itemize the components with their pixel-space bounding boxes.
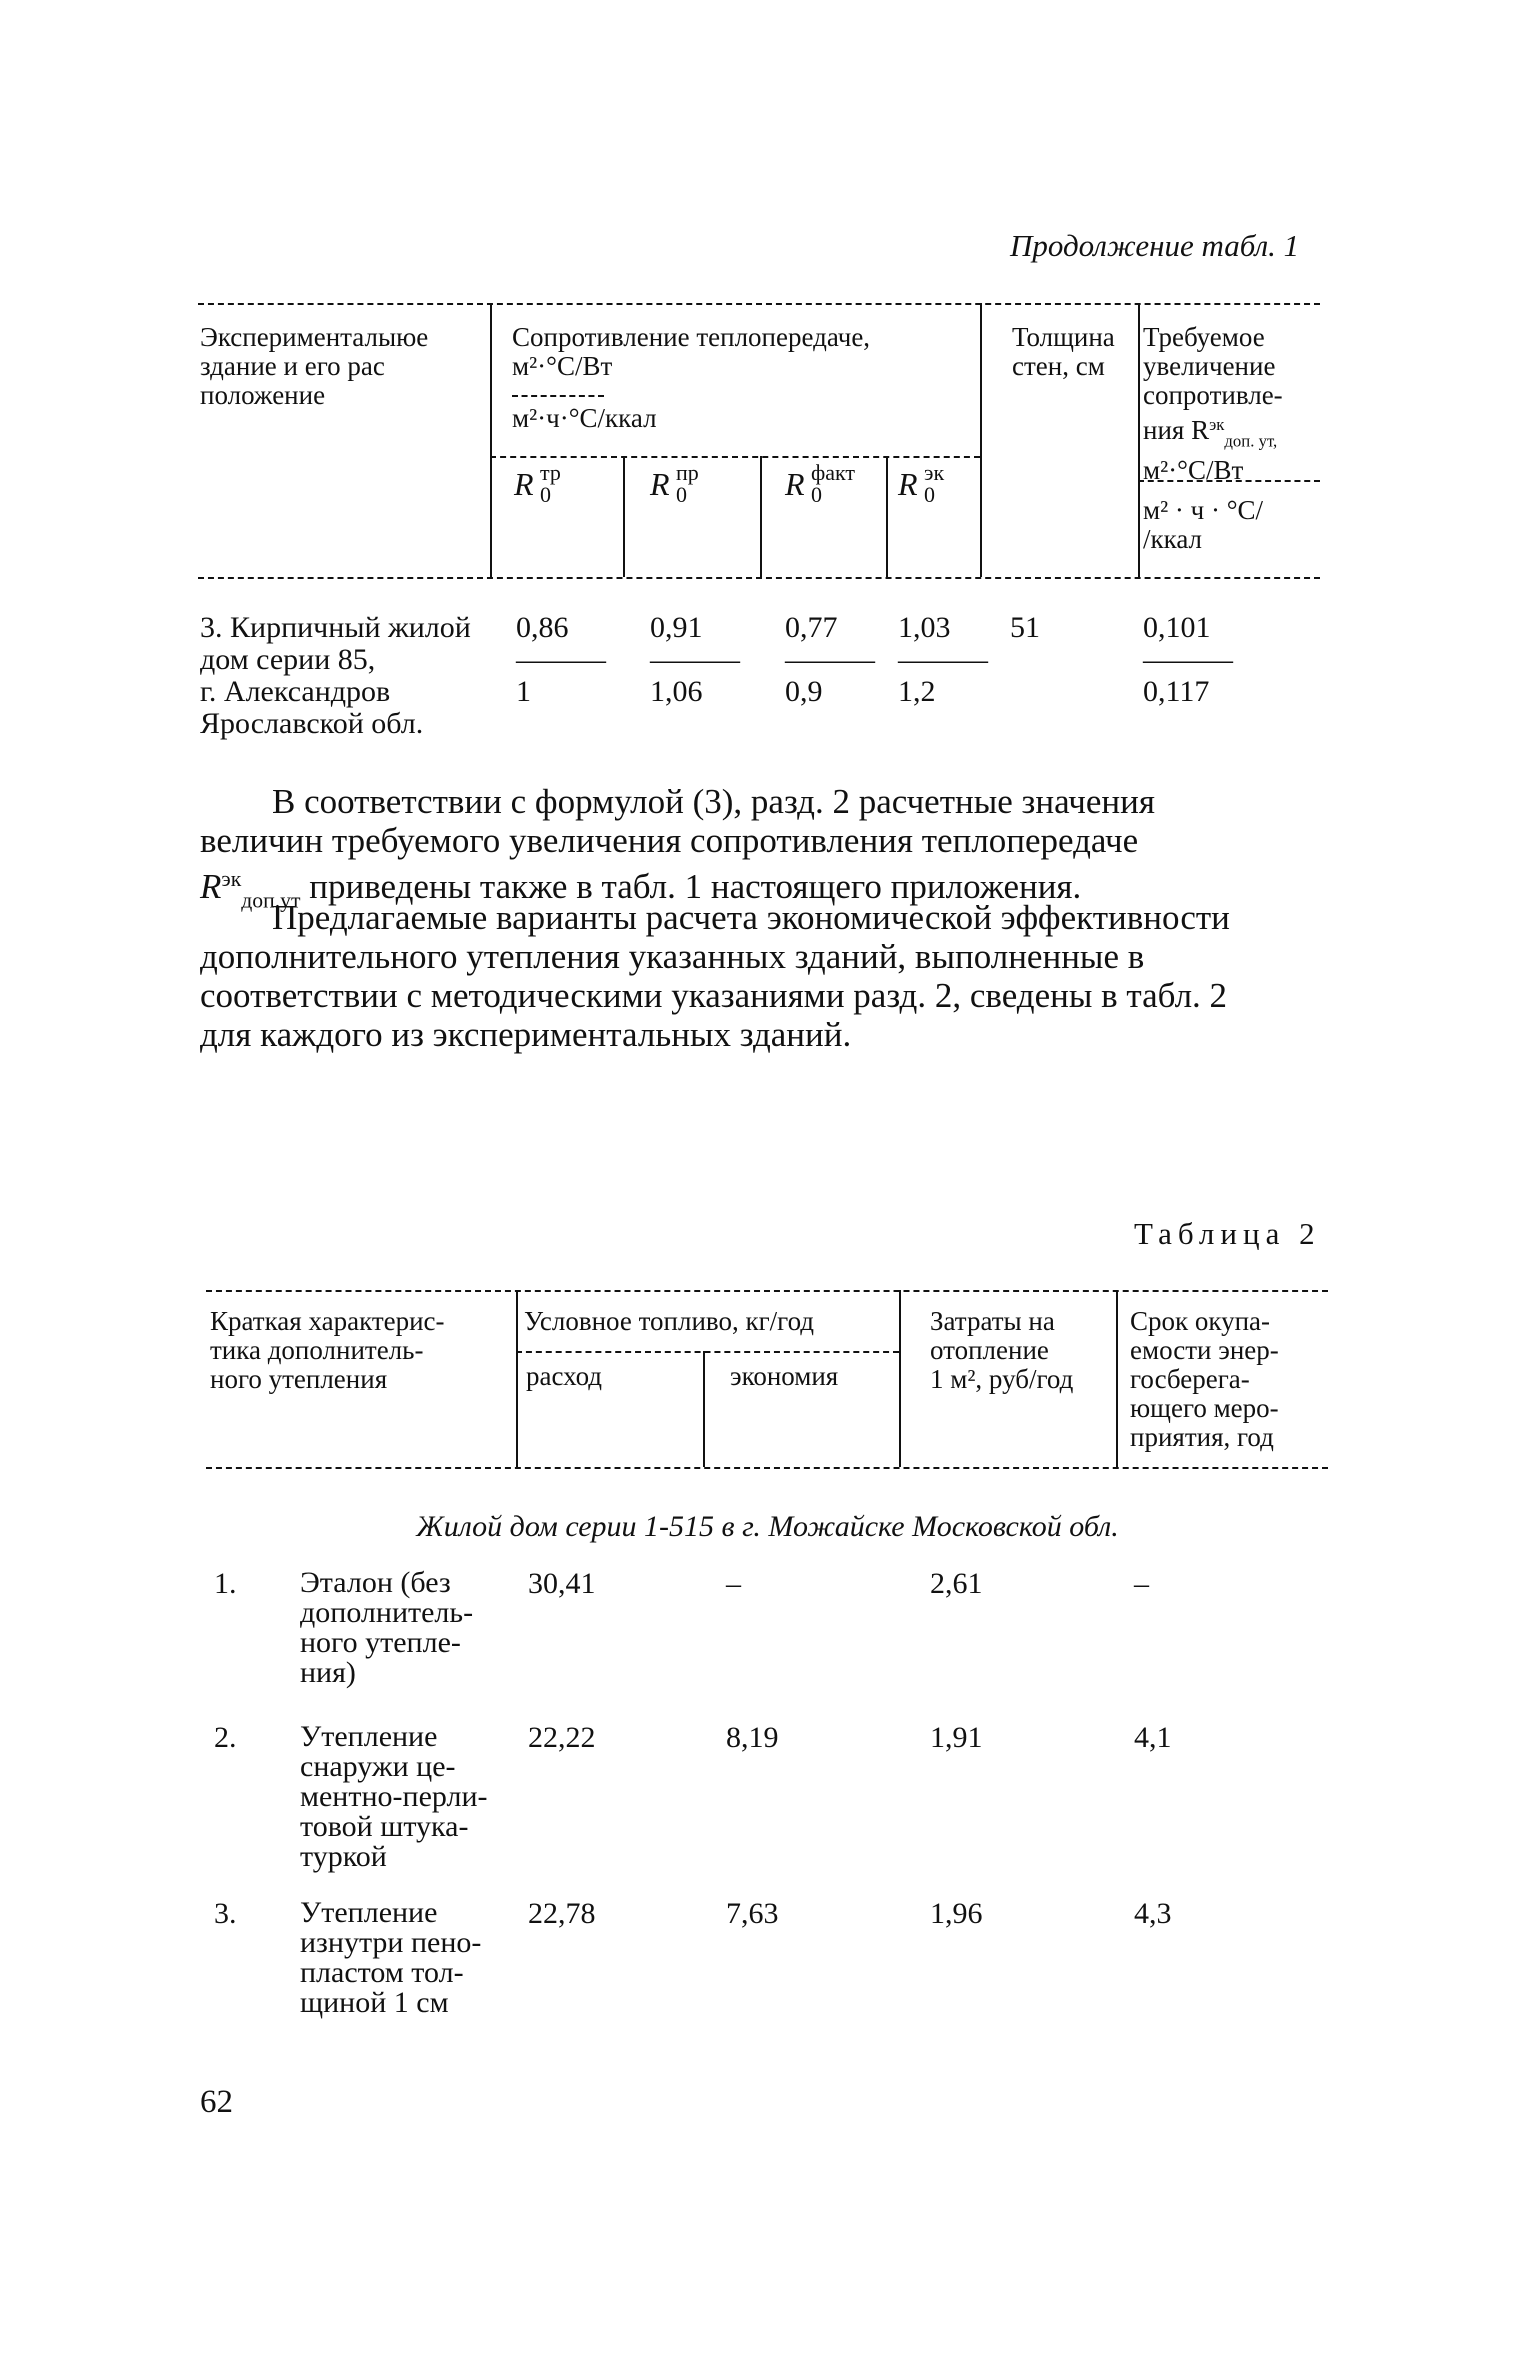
table2-section-title: Жилой дом серии 1-515 в г. Можайске Московской обл. [416,1510,1119,1543]
table1-row-description: 3. Кирпичный жилой дом серии 85, г. Александров Ярославской обл. [200,611,471,740]
table1-thickness: 51 [1010,611,1040,644]
table1-header-building: Эксперименталыюе здание и его рас положение [200,322,429,410]
table1-vrule [760,456,762,577]
table2-cost: 2,61 [930,1567,983,1600]
table2-economy: 7,63 [726,1897,779,1930]
table2-header-fuel: Условное топливо, кг/год [524,1306,815,1336]
table2-vrule [516,1290,518,1467]
paragraph-2: Предлагаемые варианты расчета экономической эффективности дополнительного утепления указанных зданий, выполненные в соответствии с методическими указаниями разд. 2, сведены в табл. 2 для каждого из экспериментальных зданий. [200,898,1230,1054]
table2-consumption: 22,22 [528,1721,596,1754]
r-reduced: R пр 0 [650,460,699,507]
table1-header-unit-old: м²·ч·°С/ккал [512,403,657,433]
table1-vrule [1138,303,1140,577]
r-actual: R факт 0 [785,460,856,507]
table1-header-required-unit-old: м² · ч · °С/ /ккал [1143,495,1264,554]
paragraph-1: В соответствии с формулой (3), разд. 2 расчетные значения величин требуемого увеличения сопротивления теплопередаче $R^{эк}_{доп.ут}$ приведены также в табл. 1 настоящего приложения. [200,782,1155,913]
table2-row-number: 2. [214,1721,237,1754]
table1-rfakt: 0,77 ——— 0,9 [785,611,875,708]
table1-header-thickness: Толщина стен, см [1012,322,1115,381]
table2-header-cost: Затраты на отопление 1 м², руб/год [930,1306,1074,1394]
table1-caption: Продолжение табл. 1 [1010,228,1300,263]
table1-header-required: Требуемое увеличение сопротивле- ния $R^{эк}_{доп. ут,}$ м²·°С/Вт [1143,322,1283,485]
table2-payback: – [1134,1567,1149,1600]
table1-rek: 1,03 ——— 1,2 [898,611,988,708]
table2-row-description: Утепление снаружи це- ментно-перли- товой штука- туркой [300,1720,488,1873]
table2-consumption: 30,41 [528,1567,596,1600]
table2-row-number: 1. [214,1567,237,1600]
table1-top-rule [198,303,1320,305]
table2-economy: – [726,1567,741,1600]
table2-header-economy: экономия [730,1361,839,1391]
table2-fuel-rule [516,1351,899,1353]
table1-required-value: 0,101 ——— 0,117 [1143,611,1233,708]
table2-economy: 8,19 [726,1721,779,1754]
table2-row-description: Утепление изнутри пено- пластом тол- щиной 1 см [300,1896,482,2019]
table1-vrule [886,456,888,577]
table2-vrule [1116,1290,1118,1467]
table1-header-resistance: Сопротивление теплопередаче, м²·°С/Вт [512,322,871,381]
r-required: R тр 0 [514,460,561,507]
table2-vrule [899,1290,901,1467]
unit-fraction-bar [512,395,604,397]
table2-header-bottom-rule [206,1467,1328,1469]
table2-row-number: 3. [214,1897,237,1930]
table2-vrule [703,1351,705,1467]
table2-row-description: Эталон (без дополнитель- ного утепле- ния) [300,1566,474,1689]
table1-vrule [980,303,982,577]
r-economic: R эк 0 [898,460,945,507]
table2-header-consumption: расход [526,1361,603,1391]
table1-rpr: 0,91 ——— 1,06 [650,611,740,708]
table2-caption: Таблица 2 [1134,1216,1321,1251]
table2-header-payback: Срок окупа- емости энер- госберега- ющего меро- приятия, год [1130,1306,1279,1452]
table2-cost: 1,91 [930,1721,983,1754]
table1-vrule [490,303,492,577]
table1-vrule [623,456,625,577]
table2-cost: 1,96 [930,1897,983,1930]
table2-top-rule [206,1290,1328,1292]
table1-subheader-rule [490,456,980,458]
table1-header-bottom-rule [198,577,1320,579]
table2-consumption: 22,78 [528,1897,596,1930]
table1-rtr: 0,86 ——— 1 [516,611,606,708]
page-number: 62 [200,2084,233,2120]
table2-header-description: Краткая характерис- тика дополнитель- ного утепления [210,1306,445,1394]
table2-payback: 4,1 [1134,1721,1172,1754]
table2-payback: 4,3 [1134,1897,1172,1930]
